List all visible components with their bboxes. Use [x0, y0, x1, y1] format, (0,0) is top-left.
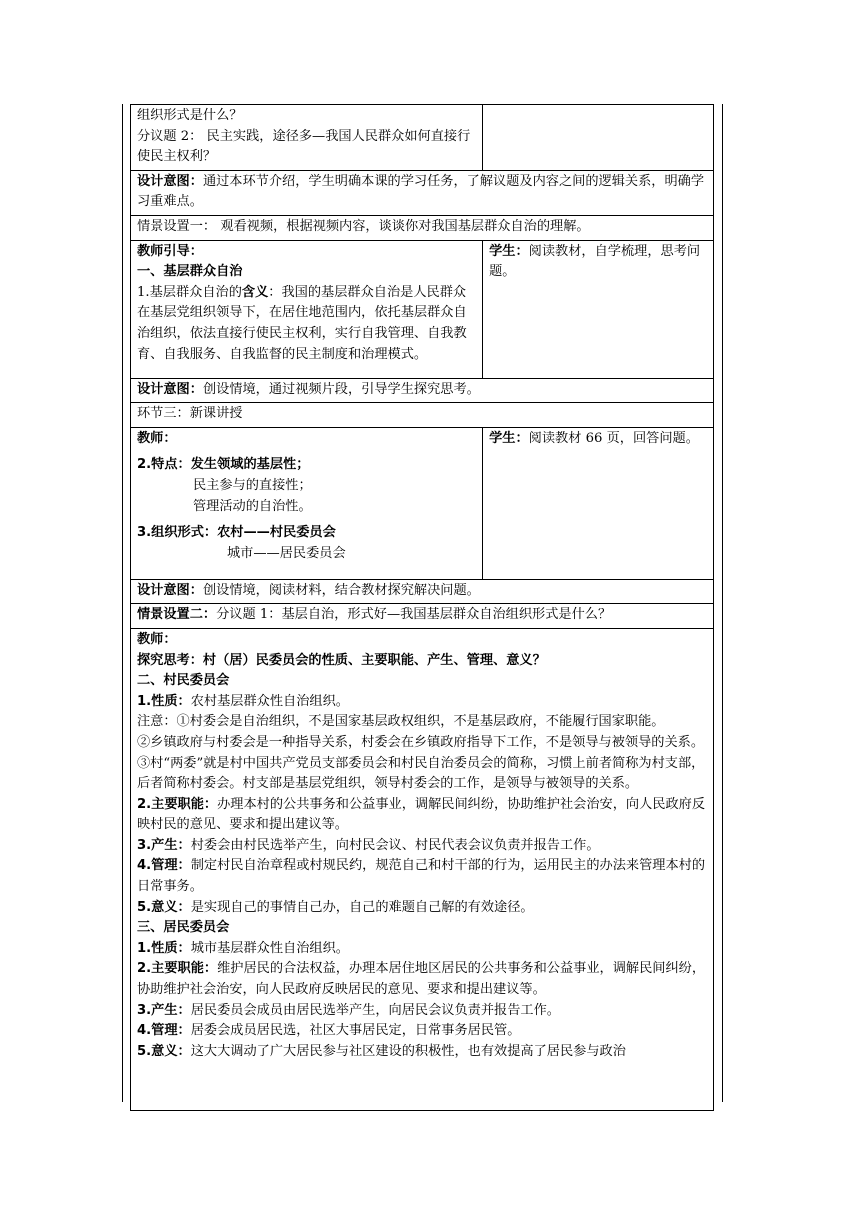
student-cell: [483, 240, 714, 378]
item-text: 居民委员会成员由居民选举产生，向居民会议负责并报告工作。: [190, 1002, 560, 1018]
list-item: [137, 733, 708, 754]
scenario-2-label: 情景设置二：: [137, 607, 217, 623]
item-label: 3.产生：: [137, 837, 191, 853]
section-1-heading: 一、基层群众自治: [137, 264, 243, 280]
item-text: 城市基层群众性自治组织。: [190, 940, 349, 956]
features-heading: 2.特点：发生领域的基层性；: [137, 457, 310, 473]
list-item: [137, 1042, 708, 1063]
design-intent-cell: [131, 170, 714, 215]
explore-question: 探究思考：村（居）民委员会的性质、主要职能、产生、管理、意义？: [137, 652, 546, 668]
left-margin-line: [122, 104, 123, 1102]
list-item: [137, 959, 708, 1000]
item-label: 3.产生：: [137, 1002, 191, 1018]
design-intent-label: 设计意图：: [137, 582, 203, 598]
table-row: [131, 403, 714, 428]
village-committee-list: [137, 692, 708, 919]
item-text: 是实现自己的事情自己办，自己的难题自己解的有效途径。: [190, 899, 534, 915]
empty-cell: [483, 105, 714, 171]
table-row: [131, 628, 714, 1110]
student-cell: [483, 427, 714, 579]
teacher-label: 教师：: [137, 631, 177, 647]
list-item: [137, 754, 708, 795]
scenario-2-text: 分议题 1：基层自治，形式好—我国基层群众自治组织形式是什么？: [216, 607, 612, 623]
teacher-content-cell: [131, 628, 714, 1110]
item-label: 2.主要职能：: [137, 796, 218, 812]
table-row: [131, 579, 714, 604]
resident-committee-list: [137, 939, 708, 1063]
design-intent-label: 设计意图：: [137, 173, 203, 189]
item-text: 农村基层群众性自治组织。: [190, 693, 349, 709]
table-row: [131, 240, 714, 378]
definition-text: ：我国的基层群众自治是人民群众在基层党组织领导下，在居住地范围内，依托基层群众自治组织，依法直接行使民主权利，实行自我管理、自我教育、自我服务、自我监督的民主制度和治理模式。: [137, 284, 467, 362]
section-3-title: 环节三：新课讲授: [137, 406, 243, 422]
design-intent-cell: [131, 579, 714, 604]
item-text: ②乡镇政府与村委会是一种指导关系，村委会在乡镇政府指导下工作，不是领导与被领导的关系。: [137, 734, 705, 750]
teacher-label: 教师：: [137, 430, 177, 446]
item-text: 维护居民的合法权益，办理本居住地区居民的公共事务和公益事业，调解民间纠纷，协助维护社会治安，向人民政府反映居民的意见、要求和提出建议等。: [137, 961, 706, 998]
item-label: 1.性质：: [137, 940, 191, 956]
design-intent-label: 设计意图：: [137, 381, 203, 397]
student-text: 阅读教材，自学梳理，思考问题。: [489, 243, 701, 280]
section-3-cell: [131, 403, 714, 428]
list-item: [137, 1001, 708, 1022]
table-row: [131, 215, 714, 240]
design-intent-cell: [131, 378, 714, 403]
item-label: 1.性质：: [137, 693, 191, 709]
table-row: [131, 170, 714, 215]
org-form-line: 城市——居民委员会: [227, 545, 346, 561]
feature-line: 民主参与的直接性；: [193, 477, 312, 493]
continuation-line: 组织形式是什么？: [137, 108, 243, 123]
scenario-2-cell: [131, 604, 714, 629]
list-item: [137, 856, 708, 897]
item-text: 村委会由村民选举产生，向村民会议、村民代表会议负责并报告工作。: [190, 837, 600, 853]
definition-paragraph: [137, 283, 477, 365]
continuation-cell: [131, 105, 483, 171]
subtopic-2-line: 分议题 2： 民主实践，途径多—我国人民群众如何直接行使民主权利？: [137, 128, 471, 165]
item-text: 制定村民自治章程或村规民约，规范自己和村干部的行为，运用民主的办法来管理本村的日常事务。: [137, 858, 706, 895]
design-intent-text: 创设情境，阅读材料，结合教材探究解决问题。: [202, 582, 480, 598]
student-label: 学生：: [489, 243, 529, 259]
list-item: [137, 795, 708, 836]
design-intent-text: 通过本环节介绍，学生明确本课的学习任务，了解议题及内容之间的逻辑关系，明确学习重难点。: [137, 173, 705, 210]
item-label: 2.主要职能：: [137, 961, 218, 977]
list-item: [137, 898, 708, 919]
definition-prefix: 1.基层群众自治的: [137, 284, 242, 300]
student-text: 阅读教材 66 页，回答问题。: [528, 430, 699, 446]
list-item: [137, 836, 708, 857]
scenario-1-cell: [131, 215, 714, 240]
item-label: 4.管理：: [137, 1023, 191, 1039]
teacher-guide-label: 教师引导：: [137, 243, 203, 259]
table-row: [131, 604, 714, 629]
item-label: 4.管理：: [137, 858, 191, 874]
list-item: [137, 692, 708, 713]
table-row: [131, 427, 714, 579]
right-margin-line: [722, 104, 723, 1102]
item-text: 居委会成员居民选，社区大事居民定，日常事务居民管。: [190, 1023, 521, 1039]
table-row: [131, 378, 714, 403]
resident-committee-heading: 三、居民委员会: [137, 920, 230, 936]
feature-line: 管理活动的自治性。: [193, 498, 312, 514]
table-row: [131, 105, 714, 171]
org-form-heading: 3.组织形式：农村——村民委员会: [137, 525, 336, 541]
scenario-1-text: 情景设置一： 观看视频，根据视频内容，谈谈你对我国基层群众自治的理解。: [137, 218, 590, 234]
teacher-guide-cell: [131, 240, 483, 378]
list-item: [137, 939, 708, 960]
design-intent-text: 创设情境，通过视频片段，引导学生探究思考。: [202, 381, 480, 397]
list-item: [137, 712, 708, 733]
lesson-plan-table: [130, 104, 714, 1111]
definition-keyword: 含义: [241, 284, 269, 300]
item-text: 注意：①村委会是自治组织，不是国家基层政权组织，不是基层政府，不能履行国家职能。: [137, 714, 665, 730]
item-text: 办理本村的公共事务和公益事业，调解民间纠纷，协助维护社会治安，向人民政府反映村民的意见、要求和提出建议等。: [137, 796, 706, 833]
teacher-cell: [131, 427, 483, 579]
item-text: 这大大调动了广大居民参与社区建设的积极性，也有效提高了居民参与政治: [190, 1043, 626, 1059]
village-committee-heading: 二、村民委员会: [137, 673, 230, 689]
item-label: 5.意义：: [137, 899, 191, 915]
item-text: ③村“两委”就是村中国共产党员支部委员会和村民自治委员会的简称，习惯上前者简称为村支部，后者简称村委会。村支部是基层党组织，领导村委会的工作，是领导与被领导的关系。: [137, 755, 705, 792]
item-label: 5.意义：: [137, 1043, 191, 1059]
student-label: 学生：: [489, 430, 529, 446]
list-item: [137, 1021, 708, 1042]
